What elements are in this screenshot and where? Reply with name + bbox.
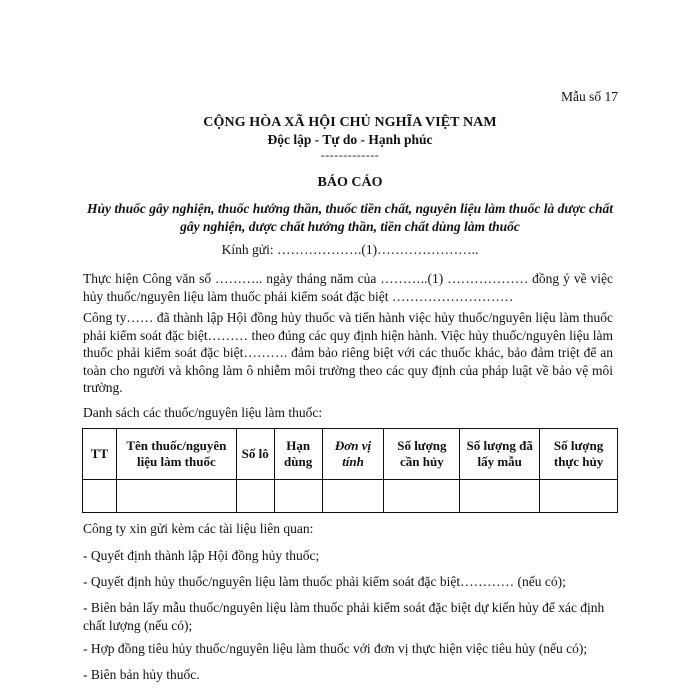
table-cell: [274, 480, 322, 513]
list-title: Danh sách các thuốc/nguyên liệu làm thuốc:: [83, 405, 323, 420]
table-header-cell: Số lượng đã lấy mẫu: [460, 429, 540, 480]
drug-list-table: [82, 428, 618, 513]
attachment-item: - Biên bản hủy thuốc.: [83, 667, 200, 682]
table-header-row: [83, 429, 618, 480]
table-header-cell: Tên thuốc/nguyên liệu làm thuốc: [116, 429, 236, 480]
paragraph-body: Công ty…… đã thành lập Hội đồng hủy thuốc và tiến hành việc hủy thuốc/nguyên liệu làm thuốc phải kiểm soát đặc biệt……… theo đúng các quy định hiện hành. Việc hủy thuốc/nguyên liệu làm thuốc phải kiểm soát đặc biệt………. đảm bảo riêng biệt với các thuốc khác, bảo đảm triệt để an toàn cho người và không làm ô nhiễm môi trường theo các quy định của pháp luật về bảo vệ môi trường.: [83, 310, 613, 395]
table-cell: [83, 480, 117, 513]
motto: Độc lập - Tự do - Hạnh phúc: [267, 132, 433, 147]
table-cell: [540, 480, 618, 513]
paragraph-reference: Thực hiện Công văn số ……….. ngày tháng năm của ………..(1) ……………… đồng ý về việc hủy thuốc/nguyên liệu làm thuốc phải kiểm soát đặc biệt ………………………: [83, 271, 613, 304]
table-header-cell: Hạn dùng: [274, 429, 322, 480]
attachment-item: - Quyết định hủy thuốc/nguyên liệu làm thuốc phải kiểm soát đặc biệt………… (nếu có);: [83, 574, 566, 589]
table-row: [83, 480, 618, 513]
table-cell: [322, 480, 384, 513]
attachments-intro: Công ty xin gửi kèm các tài liệu liên quan:: [83, 521, 314, 536]
table-header-cell: Số lượng cần hủy: [384, 429, 460, 480]
table-header-cell: Đơn vị tính: [322, 429, 384, 480]
document-title: BÁO CÁO: [317, 175, 383, 190]
form-number: Mẫu số 17: [561, 89, 618, 104]
table-cell: [384, 480, 460, 513]
document-subtitle: Hủy thuốc gây nghiện, thuốc hướng thần, thuốc tiền chất, nguyên liệu làm thuốc là dược chất gây nghiện, dược chất hướng thần, tiền chất dùng làm thuốc: [86, 201, 614, 234]
table-cell: [236, 480, 274, 513]
table-header-cell: Số lô: [236, 429, 274, 480]
table-cell: [116, 480, 236, 513]
nation-heading: CỘNG HÒA XÃ HỘI CHỦ NGHĨA VIỆT NAM: [203, 115, 497, 130]
recipient-line: Kính gửi: ……………….(1)…………………..: [221, 242, 479, 257]
table-cell: [460, 480, 540, 513]
header-separator: -------------: [320, 148, 380, 162]
table-header-cell: Số lượng thực hủy: [540, 429, 618, 480]
table-header-cell: TT: [83, 429, 117, 480]
attachment-item: - Quyết định thành lập Hội đồng hủy thuốc;: [83, 548, 320, 563]
attachment-item: - Hợp đồng tiêu hủy thuốc/nguyên liệu làm thuốc với đơn vị thực hiện việc tiêu hủy (nếu có);: [83, 641, 588, 656]
attachment-item: - Biên bản lấy mẫu thuốc/nguyên liệu làm thuốc phải kiểm soát đặc biệt dự kiến hủy để xác định chất lượng (nếu có);: [83, 600, 605, 633]
